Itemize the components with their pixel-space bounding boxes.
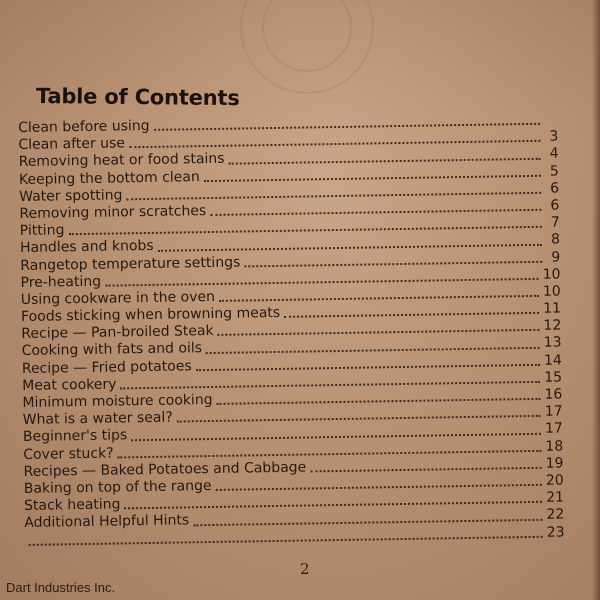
toc-entry-page: 21	[546, 489, 565, 506]
toc-entry-label: Recipes — Baked Potatoes and Cabbage	[23, 459, 307, 480]
toc-entry-label: Meat cookery	[22, 376, 117, 394]
toc-entry-page: 5	[549, 163, 559, 180]
toc-entry-page: 9	[551, 249, 561, 266]
toc-entry-label: Stack heating	[23, 496, 121, 515]
toc-entry-label: Removing heat or food stains	[18, 151, 225, 171]
toc-entry-page: 20	[545, 472, 564, 489]
toc-entry-label: Keeping the bottom clean	[18, 168, 200, 188]
toc-entry-page: 17	[544, 420, 564, 438]
toc-entry-page: 17	[544, 403, 563, 420]
toc-entry-page: 8	[550, 231, 561, 248]
toc-entry-label: Cover stuck?	[23, 445, 114, 463]
toc-entry-label: What is a water seal?	[22, 409, 173, 429]
toc-entry-page: 22	[546, 506, 565, 524]
page-number: 2	[300, 560, 310, 578]
toc-entry-page: 10	[542, 283, 561, 300]
toc-leader-dots	[244, 260, 542, 267]
toc-entry-label: Removing minor scratches	[19, 202, 207, 222]
toc-leader-dots	[284, 312, 539, 318]
toc-entry-label: Rangetop temperature settings	[20, 254, 241, 274]
toc-entry-label: Recipe — Pan-broiled Steak	[21, 323, 214, 343]
toc-entry-label: Recipe — Fried potatoes	[21, 357, 192, 377]
toc-entry-page: 16	[544, 386, 563, 403]
toc-entry-page: 18	[545, 438, 564, 455]
toc-leader-dots	[29, 535, 543, 545]
company-footer: Dart Industries Inc.	[6, 580, 116, 595]
toc-entry-page: 4	[549, 145, 559, 163]
toc-entry-page: 11	[543, 300, 562, 317]
toc-entry-page: 15	[544, 369, 563, 386]
toc-entry-page: 12	[543, 317, 562, 335]
page-title: Table of Contents	[35, 84, 240, 111]
toc-entry-label: Handles and knobs	[19, 238, 154, 257]
toc-entry-label: Additional Helpful Hints	[24, 512, 190, 532]
page-edge-shadow	[592, 0, 600, 600]
toc-entry-label: Water spotting	[19, 187, 123, 205]
toc-entry-page: 19	[545, 455, 564, 472]
toc-entry-label: Clean before using	[18, 117, 150, 136]
toc-entry-label: Foods sticking when browning meats	[20, 304, 281, 326]
toc-entry-label: Clean after use	[18, 135, 126, 154]
toc-entry-label: Beginner's tips	[22, 427, 128, 446]
toc-entry-label: Baking on top of the range	[23, 477, 212, 497]
toc-entry-label: Cooking with fats and oils	[21, 340, 203, 360]
toc-entry-page: 6	[550, 180, 560, 197]
toc-entry-page: 23	[546, 523, 565, 541]
toc-entry-label: Minimum moisture cooking	[22, 391, 213, 411]
table-of-contents	[18, 112, 565, 550]
toc-entry-page: 7	[550, 214, 560, 231]
toc-entry-page: 14	[543, 352, 562, 369]
toc-entry-label: Pre-heating	[20, 273, 102, 291]
toc-entry-page: 13	[543, 334, 562, 352]
toc-entry-page: 10	[542, 266, 561, 283]
toc-leader-dots	[310, 467, 541, 473]
toc-entry-label: Pitting	[19, 222, 65, 240]
toc-entry-page: 3	[549, 128, 559, 145]
toc-entry-label: Using cookware in the oven	[20, 288, 216, 308]
toc-entry-page: 6	[550, 197, 560, 214]
